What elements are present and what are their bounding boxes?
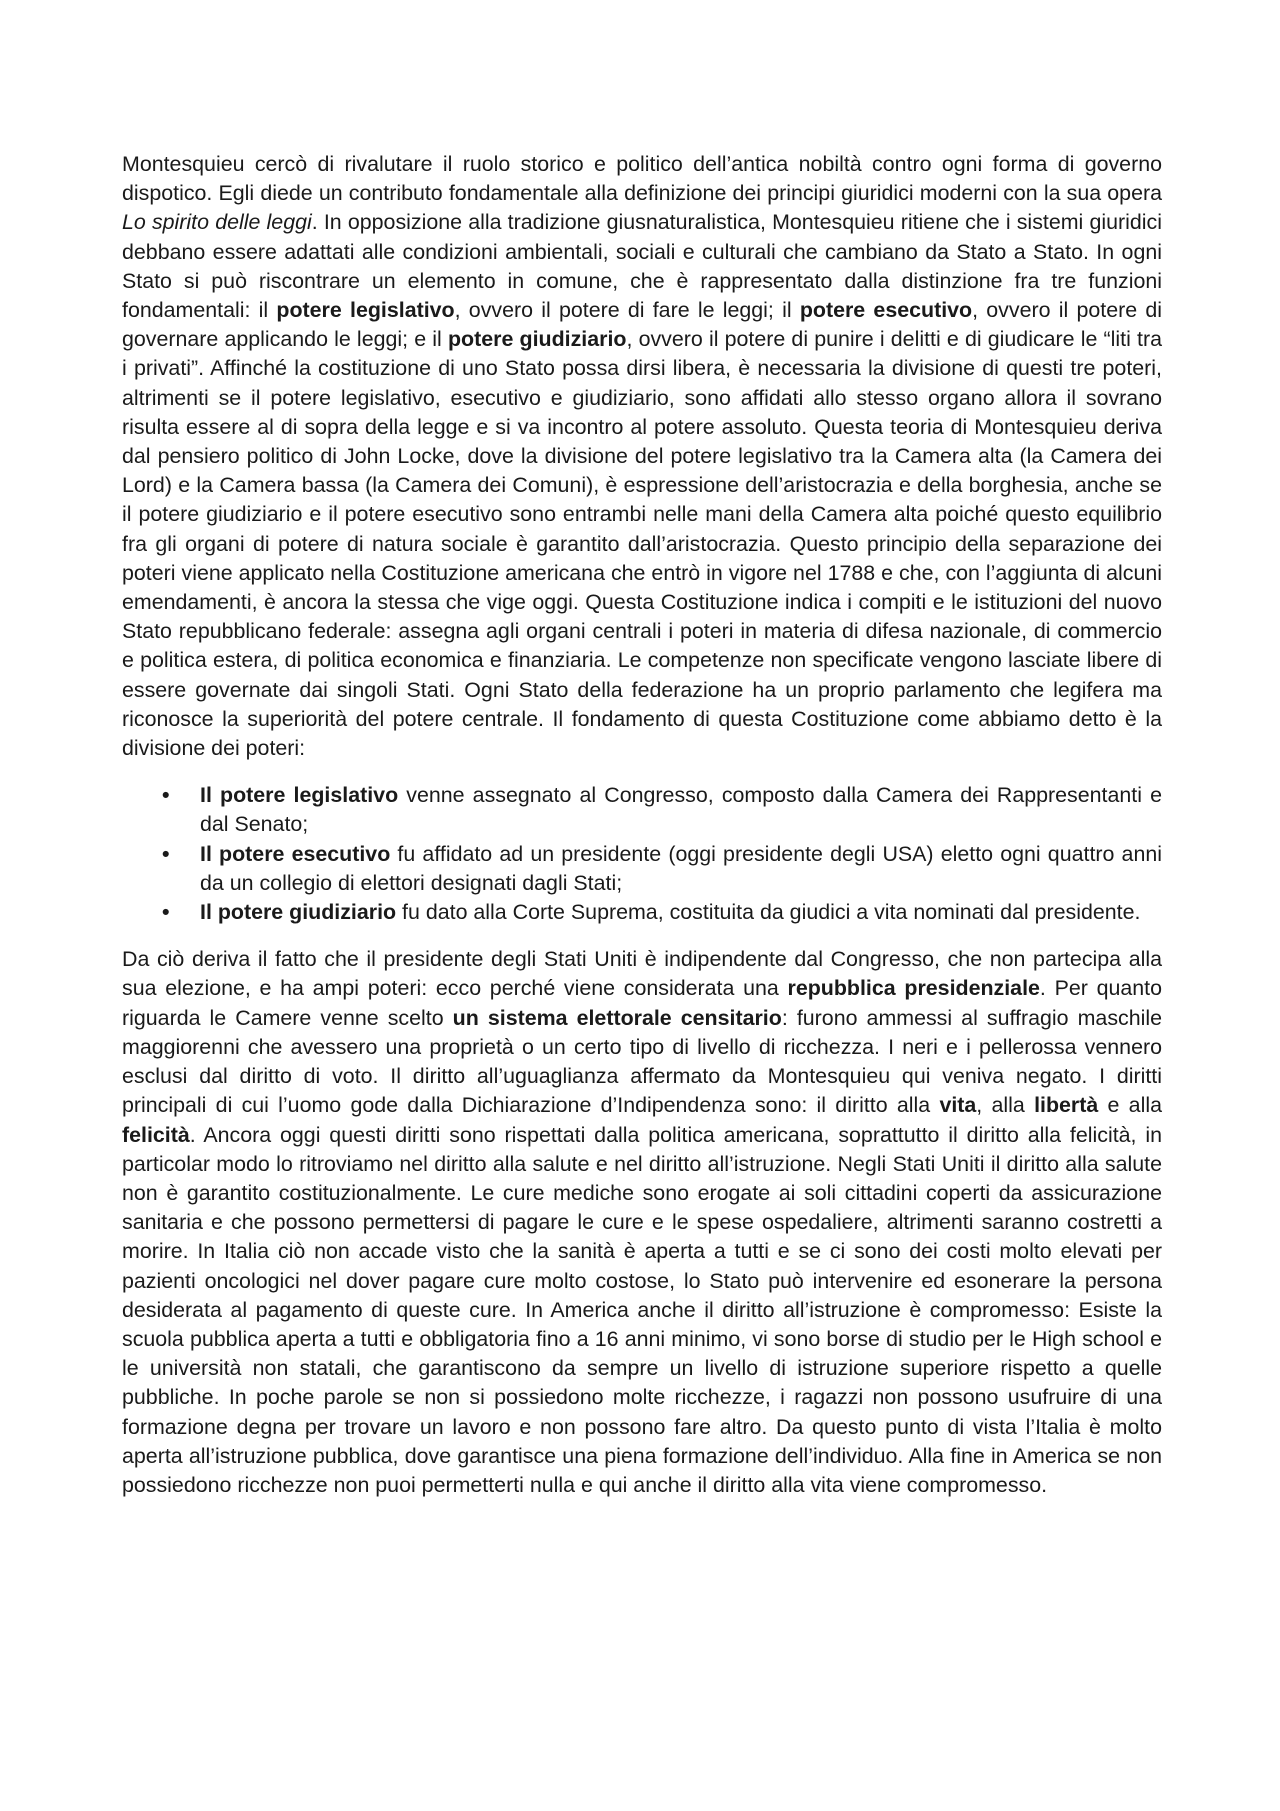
text-run: , alla	[976, 1093, 1035, 1118]
bold-term: Il potere legislativo	[200, 783, 399, 808]
text-run: . Ancora oggi questi diritti sono rispettati dalla politica americana, soprattutto il diritto alla felicità, in particolar modo lo ritroviamo nel diritto alla salute e nel diritto all’istruzione. Negli Stati Uniti il diritto alla salute non è garantito costituzionalmente. Le cure mediche sono erogate ai soli cittadini coperti da assicurazione sanitaria e che possono permettersi di pagare le cure e le spese ospedaliere, altrimenti saranno costretti a morire. In Italia ciò non accade visto che la sanità è aperta a tutti e se ci sono dei costi molto elevati per pazienti oncologici nel dover pagare cure molto costose, lo Stato può intervenire ed esonerare la persona desiderata al pagamento di queste cure. In America anche il diritto all’istruzione è compromesso: Esiste la scuola pubblica aperta a tutti e obbligatoria fino a 16 anni minimo, vi sono borse di studio per le High school e le università non statali, che garantiscono da sempre un livello di istruzione superiore rispetto a quelle pubbliche. In poche parole se non si possiedono molte ricchezze, i ragazzi non possono usufruire di una formazione degna per trovare un lavoro e non possono fare altro. Da questo punto di vista l’Italia è molto aperta all’istruzione pubblica, dove garantisce una piena formazione dell’individuo. Alla fine in America se non possiedono ricchezze non puoi permetterti nulla e qui anche il diritto alla vita viene compromesso.	[122, 1122, 1162, 1497]
text-run: . In opposizione alla tradizione giusnaturalistica, Montesquieu ritiene che i sistemi giuridici debbano essere adattati alle condizioni ambientali, sociali e culturali che cambiano da Stato a Stato. In ogni Stato si può riscontrare un elemento in comune, che è rappresentato dalla distinzione fra tre funzioni fondamentali: il	[122, 210, 1162, 323]
document-page	[122, 150, 1162, 1500]
text-run: Montesquieu cercò di rivalutare il ruolo storico e politico dell’antica nobiltà contro ogni forma di governo dispotico. Egli diede un contributo fondamentale alla definizione dei principi giuridici moderni con la sua opera	[122, 152, 1162, 206]
text-run: . Per quanto riguarda le Camere venne scelto	[122, 976, 1163, 1030]
bold-term: Il potere esecutivo	[200, 841, 391, 866]
bold-term-repubblica-presidenziale: repubblica presidenziale	[787, 976, 1040, 1001]
list-item-text: fu dato alla Corte Suprema, costituita da giudici a vita nominati dal presidente.	[396, 900, 1141, 925]
text-run: : furono ammessi al suffragio maschile maggiorenni che avessero una proprietà o un certo tipo di livello di ricchezza. I neri e i pellerossa vennero esclusi dal diritto di voto. Il diritto all’uguaglianza affermato da Montesquieu qui veniva negato. I diritti principali di cui l’uomo gode dalla Dichiarazione d’Indipendenza sono: il diritto alla	[122, 1005, 1163, 1118]
bold-term-potere-esecutivo: potere esecutivo	[799, 298, 973, 323]
bold-term-vita: vita	[939, 1093, 977, 1118]
paragraph-montesquieu	[122, 150, 1162, 763]
paragraph-usa-rights	[122, 945, 1162, 1500]
bold-term-felicita: felicità	[122, 1122, 190, 1147]
bold-term: Il potere giudiziario	[200, 900, 397, 925]
bullet-icon: •	[162, 783, 170, 808]
text-run: e alla	[1098, 1093, 1162, 1118]
bold-term-sistema-elettorale: un sistema elettorale censitario	[452, 1005, 782, 1030]
list-item	[122, 840, 1162, 898]
list-item-text: fu affidato ad un presidente (oggi presidente degli USA) eletto ogni quattro anni da un collegio di elettori designati dagli Stati;	[200, 841, 1163, 895]
bold-term-potere-giudiziario: potere giudiziario	[447, 327, 627, 352]
list-item	[122, 898, 1162, 927]
list-item	[122, 781, 1162, 839]
powers-bullet-list	[122, 781, 1162, 927]
text-run: , ovvero il potere di punire i delitti e di giudicare le “liti tra i privati”. Affinché la costituzione di uno Stato possa dirsi libera, è necessaria la divisione di questi tre poteri, altrimenti se il potere legislativo, esecutivo e giudiziario, sono affidati allo stesso organo allora il sovrano risulta essere al di sopra della legge e si va incontro al potere assoluto. Questa teoria di Montesquieu deriva dal pensiero politico di John Locke, dove la divisione del potere legislativo tra la Camera alta (la Camera dei Lord) e la Camera bassa (la Camera dei Comuni), è espressione dell’aristocrazia e della borghesia, anche se il potere giudiziario e il potere esecutivo sono entrambi nelle mani della Camera alta poiché questo equilibrio fra gli organi di potere di natura sociale è garantito dall’aristocrazia. Questo principio della separazione dei poteri viene applicato nella Costituzione americana che entrò in vigore nel 1788 e che, con l’aggiunta di alcuni emendamenti, è ancora la stessa che vige oggi. Questa Costituzione indica i compiti e le istituzioni del nuovo Stato repubblicano federale: assegna agli organi centrali i poteri in materia di difesa nazionale, di commercio e politica estera, di politica economica e finanziaria. Le competenze non specificate vengono lasciate libere di essere governate dai singoli Stati. Ogni Stato della federazione ha un proprio parlamento che legifera ma riconosce la superiorità del potere centrale. Il fondamento di questa Costituzione come abbiamo detto è la divisione dei poteri:	[122, 327, 1162, 761]
bullet-icon: •	[162, 841, 170, 866]
bullet-icon: •	[162, 900, 170, 925]
bold-term-potere-legislativo: potere legislativo	[276, 298, 455, 323]
text-run: , ovvero il potere di governare applicando le leggi; e il	[122, 298, 1162, 352]
text-run: , ovvero il potere di fare le leggi; il	[454, 298, 800, 323]
italic-title-lo-spirito-delle-leggi: Lo spirito delle leggi	[122, 210, 312, 235]
list-item-text: venne assegnato al Congresso, composto dalla Camera dei Rappresentanti e dal Senato;	[200, 783, 1162, 837]
text-run: Da ciò deriva il fatto che il presidente degli Stati Uniti è indipendente dal Congresso, che non partecipa alla sua elezione, e ha ampi poteri: ecco perché viene considerata una	[122, 947, 1162, 1001]
bold-term-liberta: libertà	[1034, 1093, 1099, 1118]
